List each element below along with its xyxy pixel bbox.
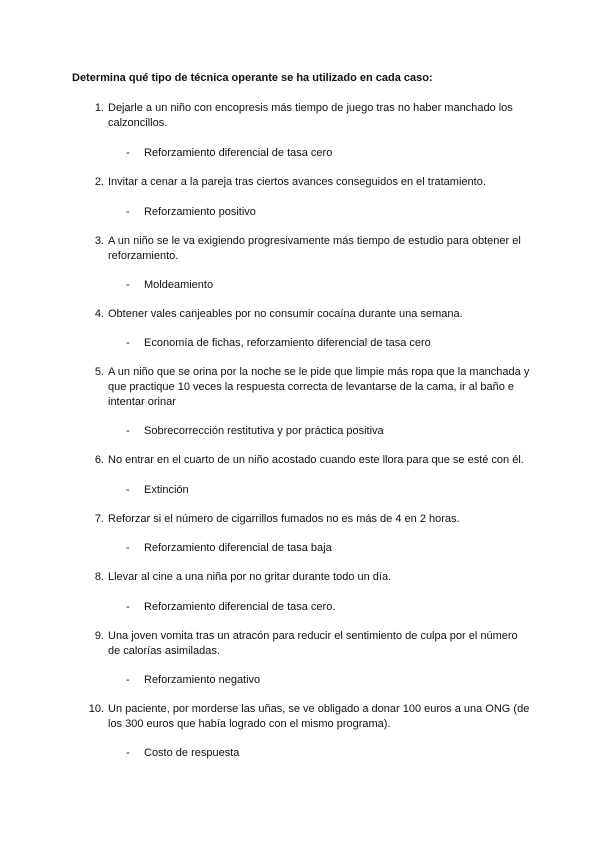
item-answer-8	[126, 600, 335, 615]
item-question: Una joven vomita tras un atracón para reducir el sentimiento de culpa por el número de calorías asimiladas.	[108, 630, 518, 657]
item-question: Reforzar si el número de cigarrillos fumados no es más de 4 en 2 horas.	[108, 513, 460, 525]
item-answer-4	[126, 336, 431, 351]
item-number: 6.	[94, 454, 104, 466]
item-number: 7.	[94, 513, 104, 525]
item-question: Invitar a cenar a la pareja tras ciertos avances conseguidos en el tratamiento.	[108, 176, 486, 188]
answer-text: Reforzamiento negativo	[144, 674, 261, 686]
item-number: 2.	[94, 176, 104, 188]
item-question: Dejarle a un niño con encopresis más tiempo de juego tras no haber manchado los calzoncillos.	[108, 102, 513, 129]
item-question: A un niño que se orina por la noche se le pide que limpie más ropa que la manchada y que practique 10 veces la respuesta correcta de levantarse de la cama, ir al baño e intentar orinar	[108, 366, 530, 408]
dash-marker: -	[126, 747, 130, 759]
item-question: Un paciente, por morderse las uñas, se ve obligado a donar 100 euros a una ONG (de los 300 euros que había logrado con el mismo programa).	[108, 703, 530, 730]
dash-marker: -	[126, 425, 130, 437]
dash-marker: -	[126, 674, 130, 686]
answer-text: Reforzamiento diferencial de tasa cero	[144, 147, 333, 159]
answer-text: Reforzamiento diferencial de tasa baja	[144, 542, 332, 554]
item-number: 8.	[94, 571, 104, 583]
dash-marker: -	[126, 484, 130, 496]
dash-marker: -	[126, 206, 130, 218]
item-question: No entrar en el cuarto de un niño acostado cuando este llora para que se esté con él.	[108, 454, 524, 466]
item-answer-9	[126, 673, 260, 688]
item-number: 10.	[88, 703, 104, 715]
item-question: Llevar al cine a una niña por no gritar durante todo un día.	[108, 571, 392, 583]
item-answer-2	[126, 205, 256, 220]
dash-marker: -	[126, 279, 130, 291]
answer-text: Costo de respuesta	[144, 747, 240, 759]
item-number: 4.	[94, 308, 104, 320]
item-answer-3	[126, 278, 213, 293]
answer-text: Moldeamiento	[144, 279, 214, 291]
item-answer-6	[126, 483, 189, 498]
item-answer-5	[126, 424, 384, 439]
dash-marker: -	[126, 542, 130, 554]
dash-marker: -	[126, 601, 130, 613]
answer-text: Economía de fichas, reforzamiento diferencial de tasa cero	[144, 337, 431, 349]
item-question: A un niño se le va exigiendo progresivamente más tiempo de estudio para obtener el reforzamiento.	[108, 235, 521, 262]
answer-text: Extinción	[144, 484, 189, 496]
dash-marker: -	[126, 337, 130, 349]
item-number: 1.	[94, 102, 104, 114]
item-number: 5.	[94, 366, 104, 378]
answer-text: Reforzamiento positivo	[144, 206, 256, 218]
answer-text: Sobrecorrección restitutiva y por práctica positiva	[144, 425, 384, 437]
item-answer-10	[126, 746, 239, 761]
item-question: Obtener vales canjeables por no consumir cocaína durante una semana.	[108, 308, 463, 320]
item-number: 3.	[94, 235, 104, 247]
item-answer-1	[126, 146, 332, 161]
dash-marker: -	[126, 147, 130, 159]
item-answer-7	[126, 541, 332, 556]
page-heading: Determina qué tipo de técnica operante se ha utilizado en cada caso:	[72, 72, 433, 84]
answer-text: Reforzamiento diferencial de tasa cero.	[144, 601, 336, 613]
item-number: 9.	[94, 630, 104, 642]
